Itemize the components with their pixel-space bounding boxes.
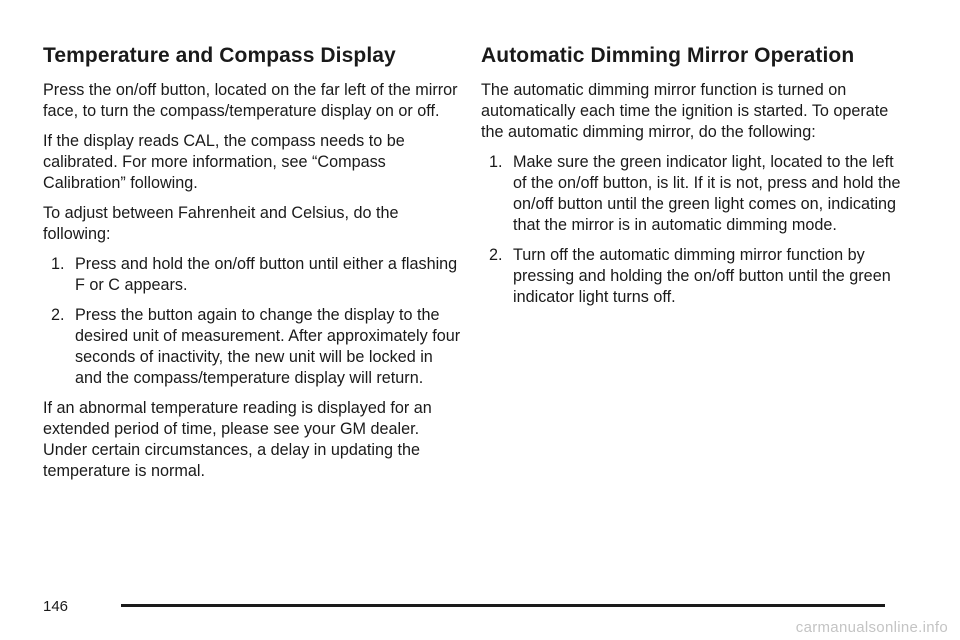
- paragraph-fahrenheit-celsius: To adjust between Fahrenheit and Celsius, do the following:: [43, 204, 399, 243]
- paragraph-abnormal-reading: If an abnormal temperature reading is displayed for an extended period of time, please see your GM dealer. Under certain circumstances, a delay in updating the temperature is normal.: [43, 399, 432, 480]
- steps-list-dimming: [481, 152, 911, 308]
- list-item: [481, 245, 911, 308]
- step-number: 1.: [489, 153, 503, 171]
- steps-list-temperature: [43, 254, 463, 389]
- list-item: [43, 305, 463, 389]
- paragraph-dimming-intro: The automatic dimming mirror function is turned on automatically each time the ignition is started. To operate the automatic dimming mirror, do the following:: [481, 81, 889, 141]
- page-footer: [43, 590, 885, 620]
- step-text: Turn off the automatic dimming mirror function by pressing and holding the on/off button until the green indicator light turns off.: [513, 246, 891, 306]
- paragraph-calibration: If the display reads CAL, the compass needs to be calibrated. For more information, see “Compass Calibration” following.: [43, 132, 405, 192]
- paragraph-onoff-button: Press the on/off button, located on the far left of the mirror face, to turn the compass/temperature display on or off.: [43, 81, 458, 120]
- step-number: 1.: [51, 255, 65, 273]
- step-number: 2.: [489, 246, 503, 264]
- right-column: [481, 42, 911, 317]
- left-column: [43, 42, 463, 491]
- step-text: Press and hold the on/off button until either a flashing F or C appears.: [75, 255, 458, 294]
- page-number: 146: [43, 598, 69, 615]
- footer-rule: [121, 604, 885, 607]
- step-text: Press the button again to change the display to the desired unit of measurement. After approximately four seconds of inactivity, the new unit will be locked in and the compass/temperature display will return.: [75, 306, 461, 387]
- list-item: [43, 254, 463, 296]
- step-number: 2.: [51, 306, 65, 324]
- section-heading-dimming-mirror: Automatic Dimming Mirror Operation: [481, 44, 855, 67]
- watermark: carmanualsonline.info: [795, 619, 948, 636]
- list-item: [481, 152, 911, 236]
- step-text: Make sure the green indicator light, located to the left of the on/off button, is lit. If it is not, press and hold the on/off button until the green light comes on, indicating that the mirror is in automatic dimming mode.: [513, 153, 901, 234]
- section-heading-temperature-compass: Temperature and Compass Display: [43, 44, 396, 67]
